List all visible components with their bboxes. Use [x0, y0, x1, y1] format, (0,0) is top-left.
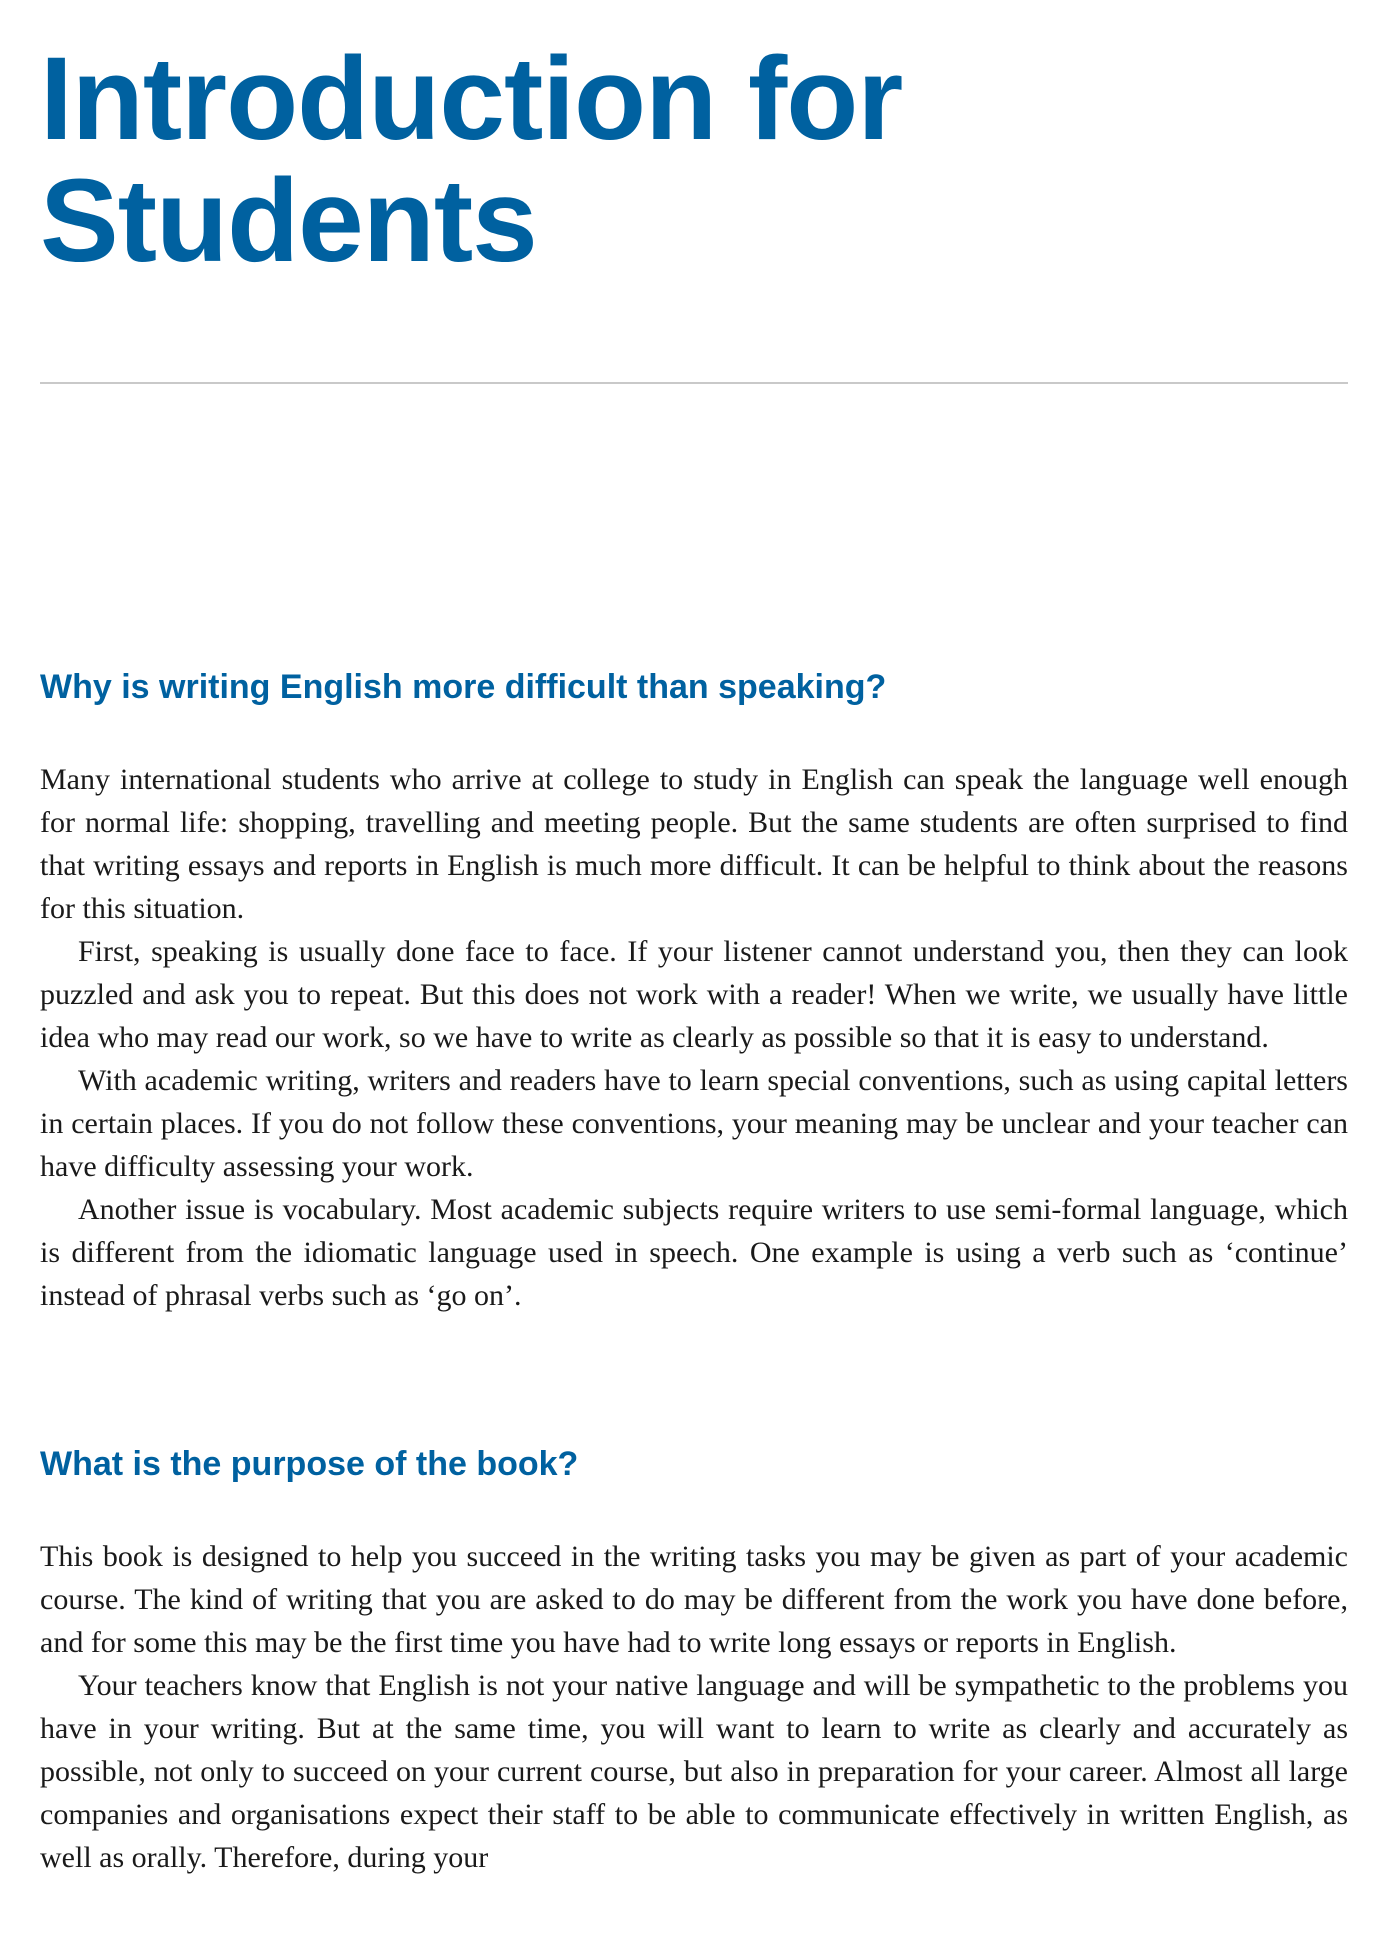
paragraph: First, speaking is usually done face to face. If your listener cannot understand you, then they can look puzzled and ask you to repeat. But this does not work with a reader! When we write, we usually have little idea who may read our work, so we have to write as clearly as possible so that it is easy to understand. [40, 935, 1348, 1054]
section-body [40, 1535, 1348, 1879]
paragraph: With academic writing, writers and readers have to learn special conventions, such as using capital letters in certain places. If you do not follow these conventions, your meaning may be unclear and your teacher can have difficulty assessing your work. [40, 1064, 1348, 1183]
paragraph: This book is designed to help you succeed in the writing tasks you may be given as part of your academic course. The kind of writing that you are asked to do may be different from the work you have done before, and for some this may be the first time you have had to write long essays or reports in English. [40, 1540, 1348, 1659]
section-purpose-of-book [40, 1444, 1348, 1879]
section-body [40, 758, 1348, 1317]
section-heading: What is the purpose of the book? [40, 1445, 579, 1483]
chapter-title [40, 0, 1348, 287]
paragraph: Your teachers know that English is not your native language and will be sympathetic to the problems you have in your writing. But at the same time, you will want to learn to write as clearly and accurately as possible, not only to succeed on your current course, but also in preparation for your career. Almost all large companies and organisations expect their staff to be able to communicate effectively in written English, as well as orally. Therefore, during your [40, 1669, 1348, 1874]
chapter-title-line-2: Students [40, 155, 537, 287]
paragraph: Many international students who arrive at college to study in English can speak the language well enough for normal life: shopping, travelling and meeting people. But the same students are often surprised to find that writing essays and reports in English is much more difficult. It can be helpful to think about the reasons for this situation. [40, 763, 1348, 925]
section-heading: Why is writing English more difficult than speaking? [40, 668, 887, 706]
page [40, 0, 1348, 1874]
section-why-writing-difficult [40, 667, 1348, 1317]
title-divider [40, 382, 1348, 384]
chapter-title-line-1: Introduction for [40, 33, 903, 165]
paragraph: Another issue is vocabulary. Most academic subjects require writers to use semi-formal language, which is different from the idiomatic language used in speech. One example is using a verb such as ‘continue’ instead of phrasal verbs such as ‘go on’. [40, 1193, 1348, 1312]
